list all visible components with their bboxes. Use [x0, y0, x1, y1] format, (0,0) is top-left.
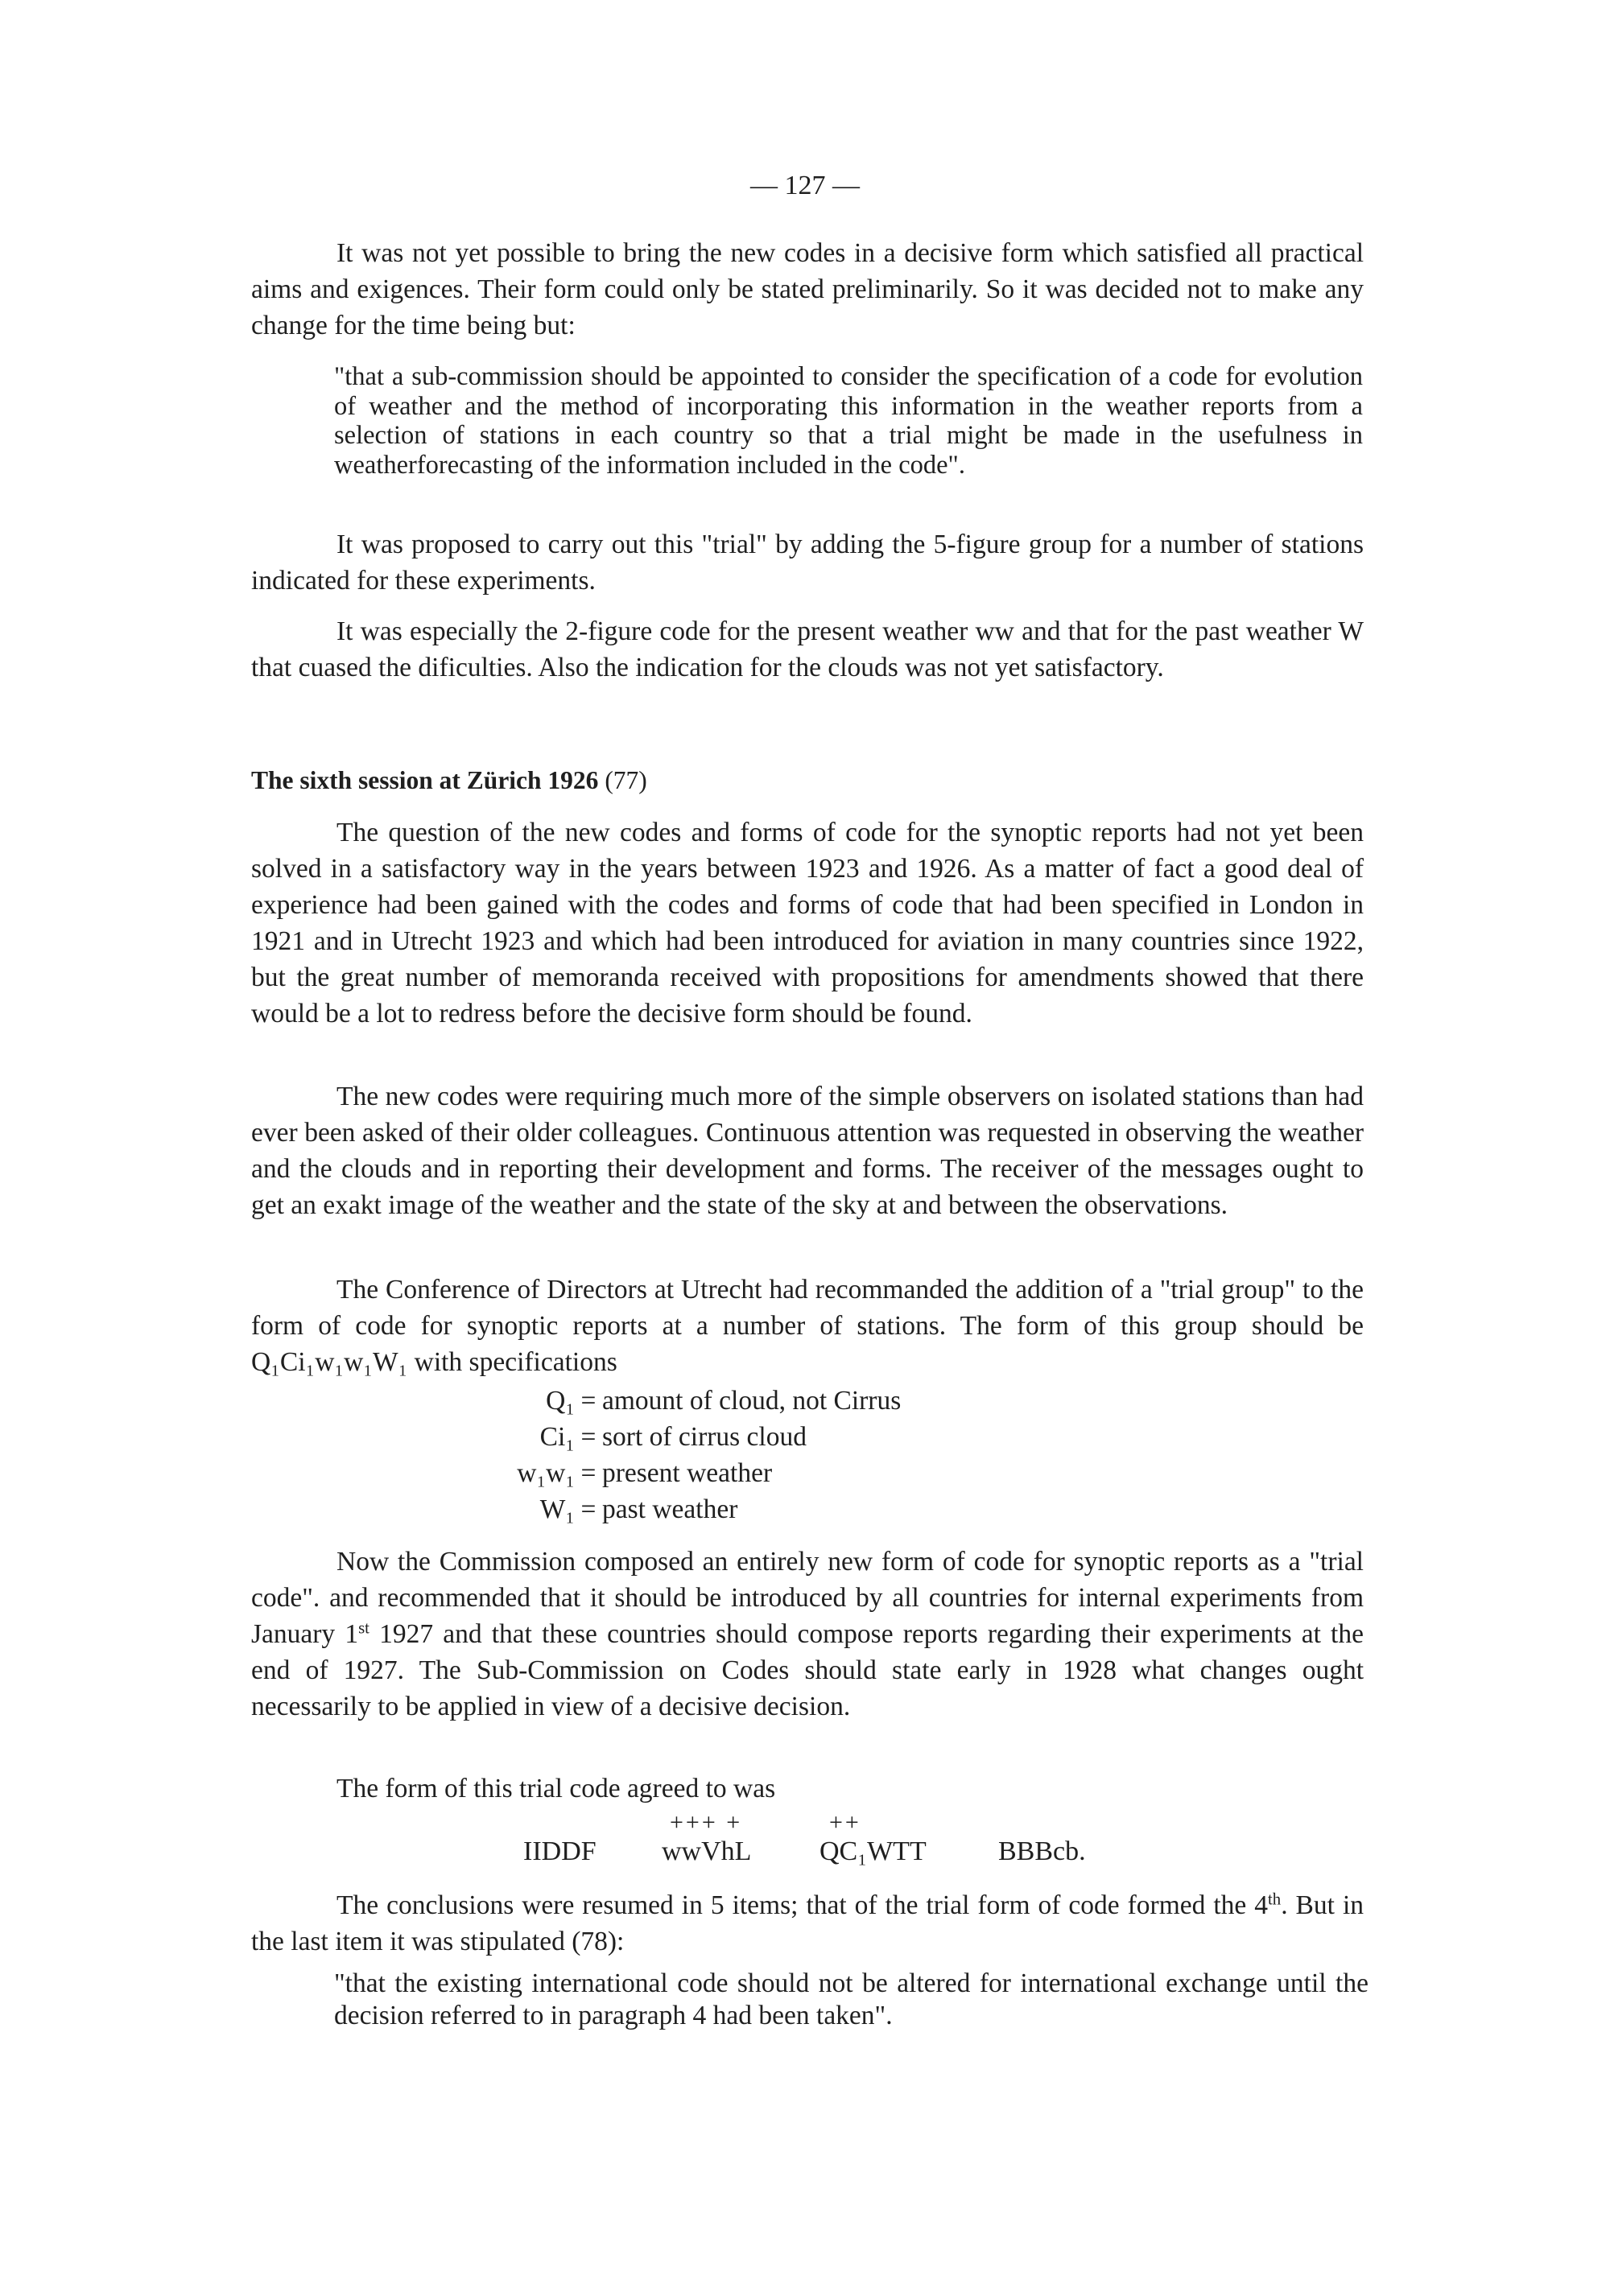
superscript-st: st [358, 1618, 369, 1638]
paragraph-9-text-before: The conclusions were resumed in 5 items; that of the trial form of code formed the 4 [336, 1890, 1269, 1920]
spec-meaning: present weather [602, 1458, 773, 1488]
paragraph-7 [251, 1544, 1364, 1725]
trial-group-label: Q₁Ci₁w₁w₁W₁ [251, 1347, 408, 1377]
spec-equals: = [580, 1422, 597, 1452]
spec-symbol: W₁ [539, 1494, 575, 1524]
paragraph-7-text-after: 1927 and that these countries should compose reports regarding their experiments at the end of 1927. The Sub-Commission on Codes should state early in 1928 what changes ought necessarily to be applied in view of a decisive decision. [251, 1619, 1364, 1721]
section-heading [251, 766, 647, 795]
superscript-th: th [1268, 1890, 1282, 1909]
spec-row [435, 1383, 901, 1419]
paragraph-1: It was not yet possible to bring the new codes in a decisive form which satisfied all practical aims and exigences. Their form could only be stated preliminarily. So it was decided not to make any change for the time being but: [251, 238, 1364, 340]
paragraph-8: The form of this trial code agreed to was [336, 1774, 776, 1803]
code-plus-marks-2: ++ [829, 1809, 861, 1836]
code-group-2: wwVhL [662, 1836, 752, 1866]
section-heading-ref: (77) [605, 766, 647, 794]
code-group-3: QC₁WTT [819, 1836, 927, 1866]
spec-symbol: w₁w₁ [517, 1458, 575, 1488]
paragraph-6-text-before: The Conference of Directors at Utrecht had recommanded the addition of a "trial group" to the form of code for synoptic reports at a number of stations. The form of this group should be [251, 1275, 1364, 1341]
spec-meaning: past weather [602, 1494, 738, 1524]
paragraph-9-text-after: . But in the last item it was stipulated (78): [251, 1890, 1364, 1956]
paragraph-6 [251, 1272, 1364, 1380]
quote-international-code: "that the existing international code should not be altered for international exchange until the decision referred to in paragraph 4 had been taken". [334, 1968, 1368, 2030]
paragraph-5: The new codes were requiring much more of the simple observers on isolated stations than had ever been asked of their older colleagues. Continuous attention was requested in observing the weather and the clouds and in reporting their development and forms. The receiver of the messages ought to get an exakt image of the weather and the state of the sky at and between the observations. [251, 1082, 1364, 1220]
spec-equals: = [580, 1386, 597, 1416]
paragraph-7-text-before: Now the Commission composed an entirely new form of code for synoptic reports as a "trial code". and recommended that it should be introduced by all countries for internal experiments from January 1 [251, 1547, 1364, 1649]
spec-meaning: sort of cirrus cloud [602, 1422, 807, 1452]
spec-row [435, 1455, 901, 1491]
specification-list [435, 1383, 901, 1527]
spec-equals: = [580, 1494, 597, 1524]
code-group-1: IIDDF [523, 1836, 597, 1866]
page-number: — 127 — [750, 171, 860, 200]
paragraph-4: The question of the new codes and forms of code for the synoptic reports had not yet been solved in a satisfactory way in the years between 1923 and 1926. As a matter of fact a good deal of experience had been gained with the codes and forms of code that had been specified in London in 1921 and in Utrecht 1923 and which had been introduced for aviation in many countries since 1922, but the great number of memoranda received with propositions for amendments showed that there would be a lot to redress before the decisive form should be found. [251, 818, 1364, 1028]
spec-symbol: Ci₁ [539, 1422, 575, 1452]
spec-row [435, 1419, 901, 1455]
paragraph-2: It was proposed to carry out this "trial" by adding the 5-figure group for a number of stations indicated for these experiments. [251, 530, 1364, 596]
code-plus-marks-1: +++ + [670, 1809, 743, 1836]
paragraph-6-text-after: with specifications [407, 1347, 617, 1377]
spec-equals: = [580, 1458, 597, 1488]
spec-symbol: Q₁ [546, 1386, 575, 1416]
paragraph-9 [251, 1887, 1364, 1960]
section-heading-title: The sixth session at Zürich 1926 [251, 766, 599, 794]
paragraph-3: It was especially the 2-figure code for the present weather ww and that for the past weather W that cuased the dificulties. Also the indication for the clouds was not yet satisfactory. [251, 616, 1364, 682]
spec-row [435, 1491, 901, 1527]
spec-meaning: amount of cloud, not Cirrus [602, 1386, 902, 1416]
quote-subcommission: "that a sub-commission should be appointed to consider the specification of a code for evolution of weather and the method of incorporating this information in the weather reports from a selection of stations in each country so that a trial might be made in the usefulness in weatherforecasting of the information included in the code". [334, 362, 1363, 480]
code-group-4: BBBcb. [998, 1836, 1086, 1866]
